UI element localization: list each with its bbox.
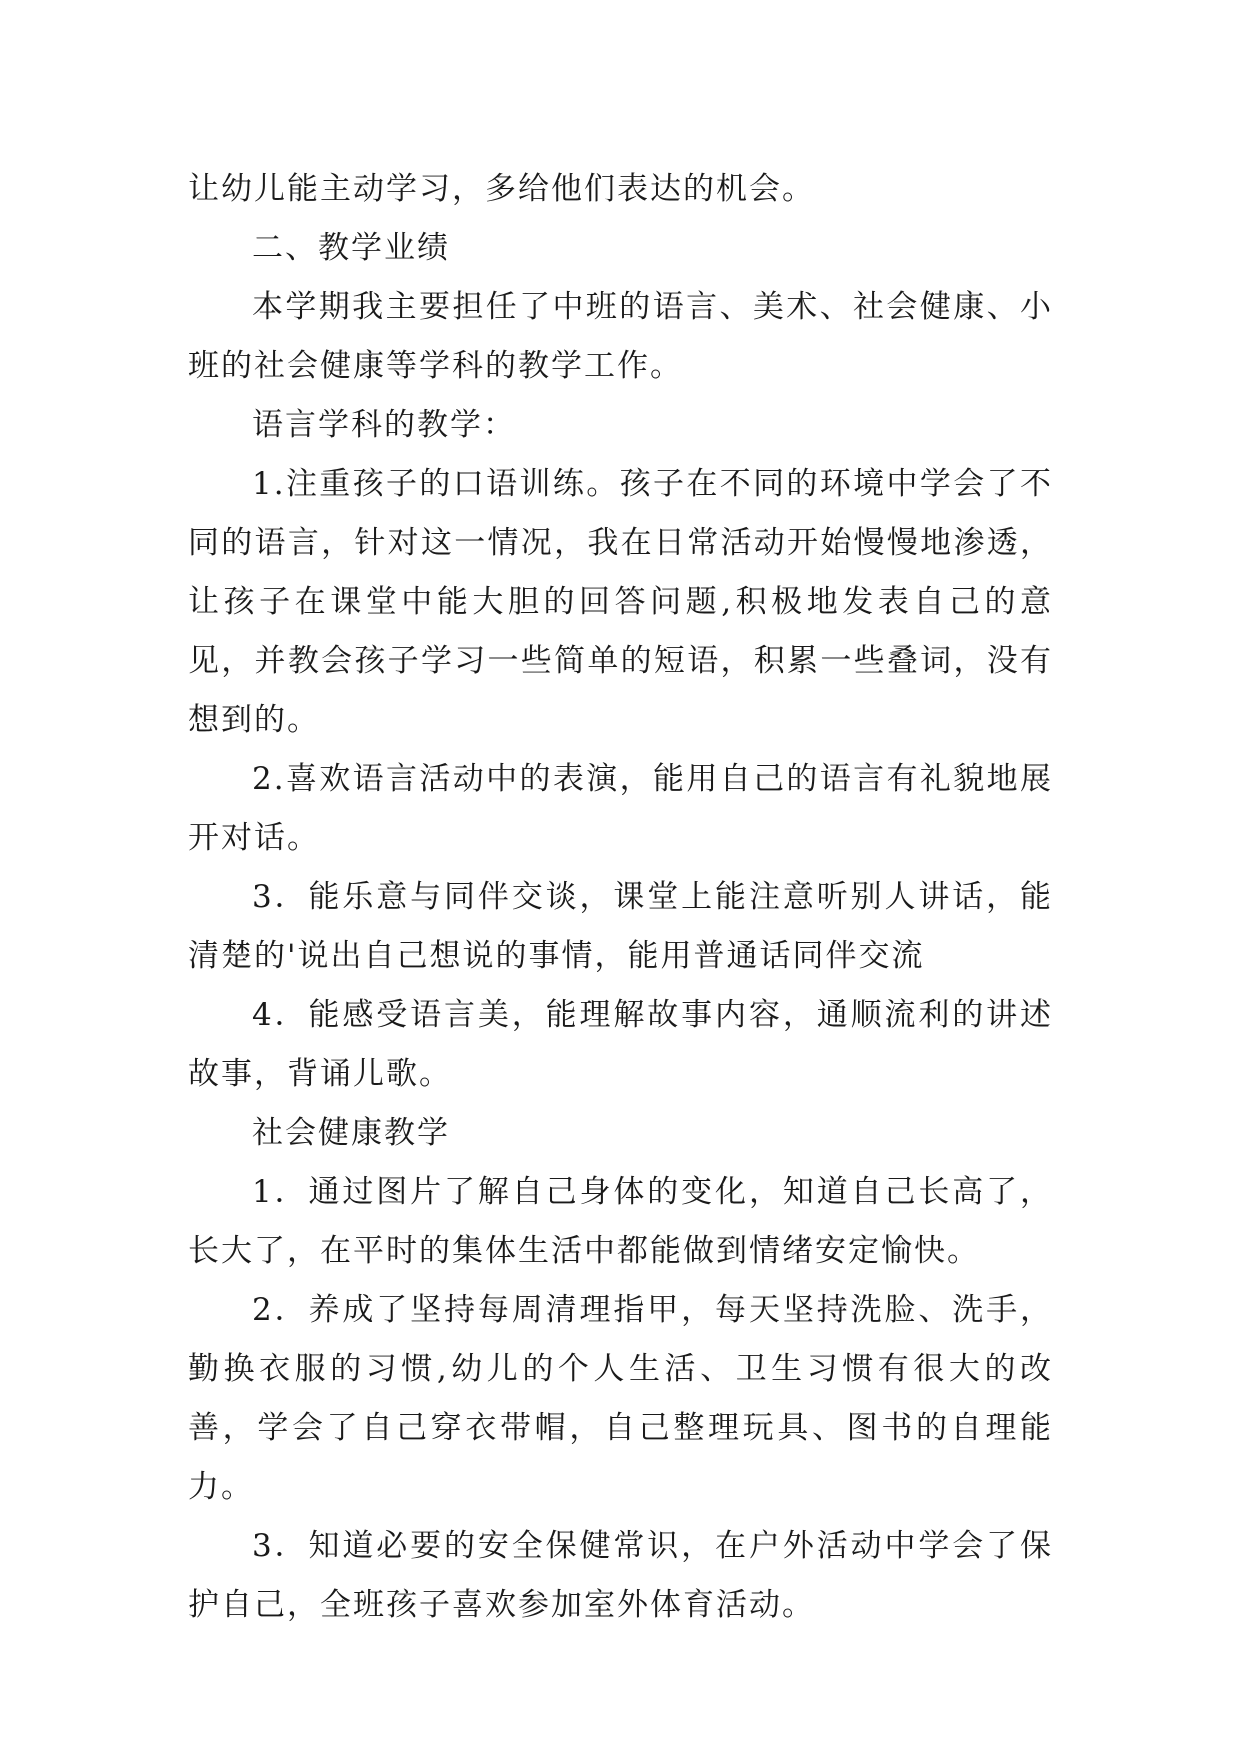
list-item: 1．通过图片了解自己身体的变化，知道自己长高了，长大了，在平时的集体生活中都能做到情绪安定愉快。: [188, 1174, 1053, 1269]
document-body: [188, 160, 1053, 1635]
paragraph: 本学期我主要担任了中班的语言、美术、社会健康、小班的社会健康等学科的教学工作。: [188, 289, 1053, 384]
section-heading: 二、教学业绩: [252, 230, 450, 266]
list-item: 4．能感受语言美，能理解故事内容，通顺流利的讲述故事，背诵儿歌。: [188, 997, 1053, 1092]
list-item: 1.注重孩子的口语训练。孩子在不同的环境中学会了不同的语言，针对这一情况，我在日常活动开始慢慢地渗透，让孩子在课堂中能大胆的回答问题,积极地发表自己的意见，并教会孩子学习一些简单的短语，积累一些叠词，没有想到的。: [188, 466, 1053, 738]
list-item: 3．能乐意与同伴交谈，课堂上能注意听别人讲话，能清楚的'说出自己想说的事情，能用普通话同伴交流: [188, 879, 1053, 974]
list-item: 2.喜欢语言活动中的表演，能用自己的语言有礼貌地展开对话。: [188, 761, 1053, 856]
paragraph: 让幼儿能主动学习，多给他们表达的机会。: [188, 171, 815, 207]
list-item: 3．知道必要的安全保健常识，在户外活动中学会了保护自己，全班孩子喜欢参加室外体育活动。: [188, 1528, 1053, 1623]
subsection-heading: 社会健康教学: [252, 1115, 450, 1151]
list-item: 2．养成了坚持每周清理指甲，每天坚持洗脸、洗手，勤换衣服的习惯,幼儿的个人生活、卫生习惯有很大的改善，学会了自己穿衣带帽，自己整理玩具、图书的自理能力。: [188, 1292, 1053, 1505]
subsection-heading: 语言学科的教学：: [252, 407, 516, 443]
